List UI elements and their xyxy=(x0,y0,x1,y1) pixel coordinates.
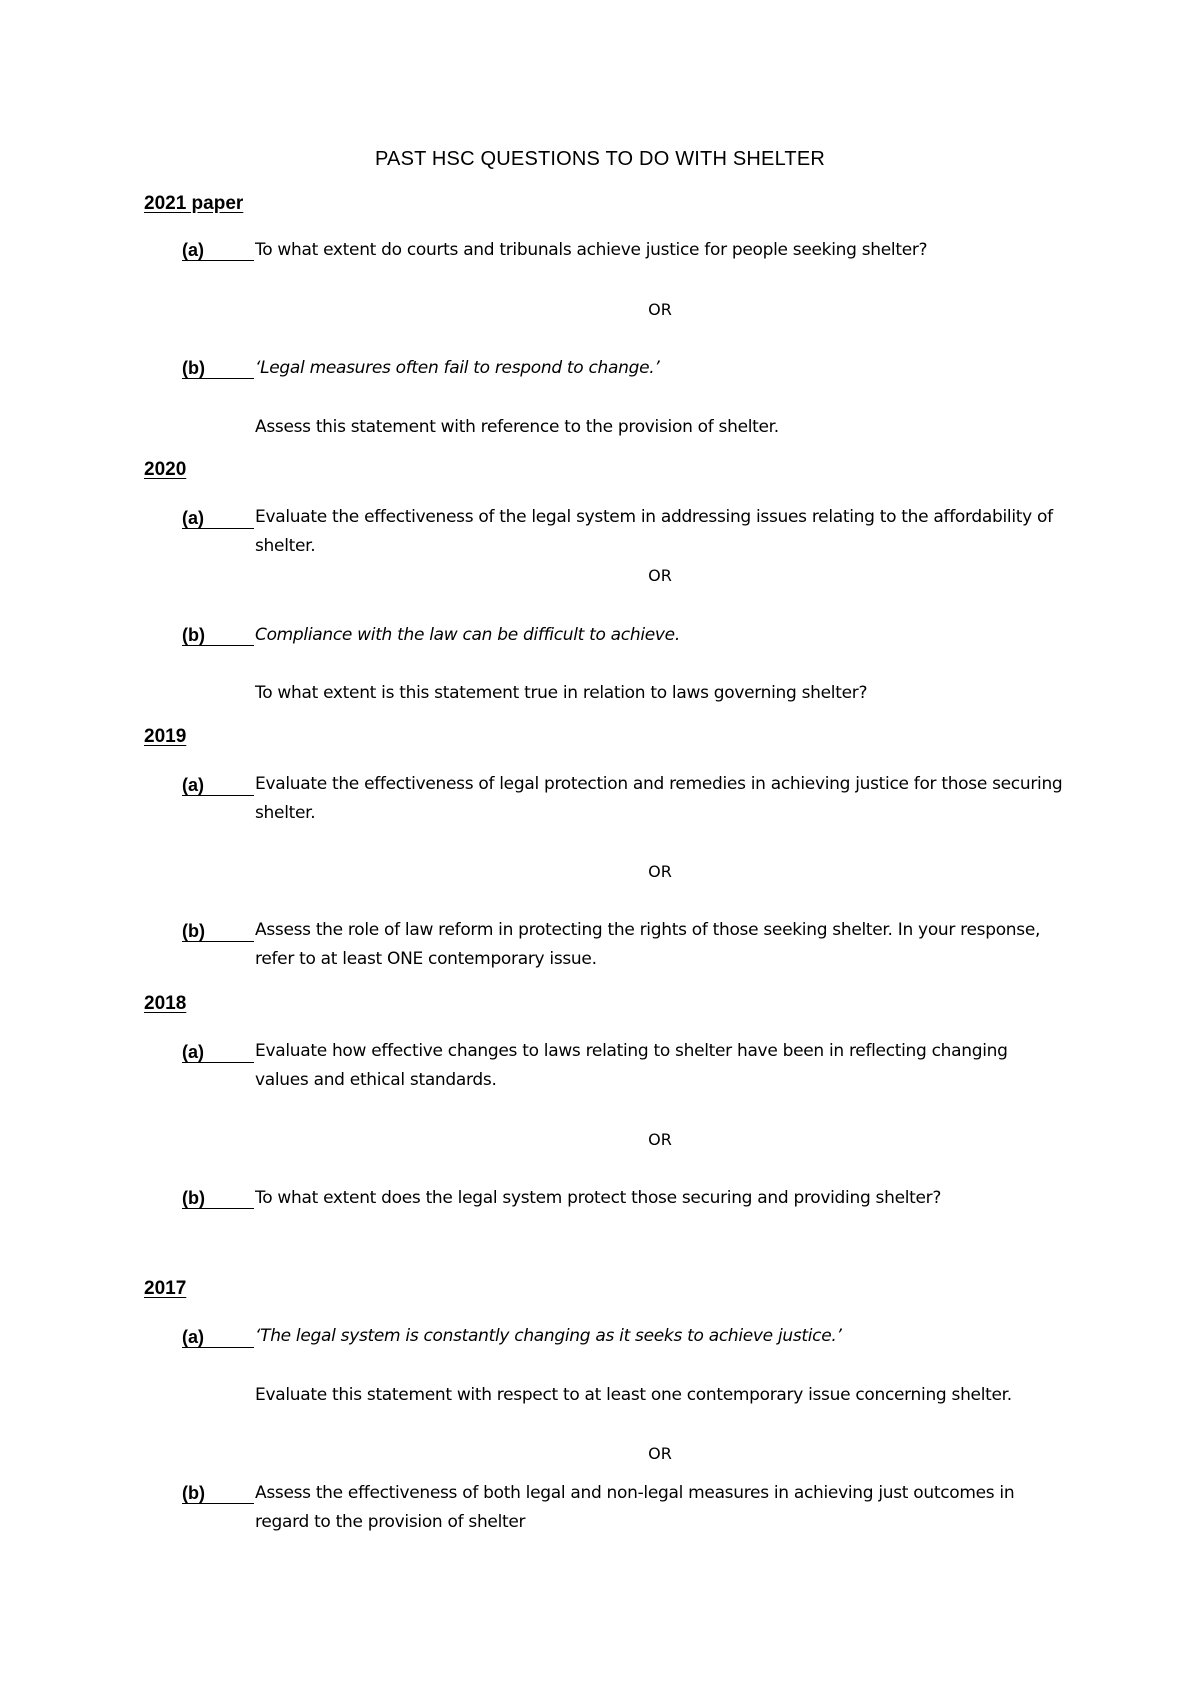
question-label-2021-a: (a) xyxy=(182,240,254,261)
question-text-2020-b: To what extent is this statement true in relation to laws governing shelter? xyxy=(255,683,868,703)
or-separator-2020: OR xyxy=(648,566,672,585)
question-text-2020-a: Evaluate the effectiveness of the legal system in addressing issues relating to the affordability of shelter. xyxy=(255,507,1053,556)
or-separator-2017: OR xyxy=(648,1444,672,1463)
question-label-2017-b: (b) xyxy=(182,1483,254,1504)
or-separator-2019: OR xyxy=(648,862,672,881)
or-separator-2018: OR xyxy=(648,1130,672,1149)
question-label-2018-a: (a) xyxy=(182,1042,254,1063)
or-separator-2021: OR xyxy=(648,300,672,319)
question-label-2019-b: (b) xyxy=(182,921,254,942)
year-heading-2020: 2020 xyxy=(144,459,187,480)
question-text-2017-b: Assess the effectiveness of both legal and non-legal measures in achieving just outcomes in regard to the provision of shelter xyxy=(255,1483,1015,1532)
question-text-2019-a: Evaluate the effectiveness of legal protection and remedies in achieving justice for those securing shelter. xyxy=(255,774,1063,823)
question-label-2021-b: (b) xyxy=(182,358,254,379)
question-text-2021-b: Assess this statement with reference to the provision of shelter. xyxy=(255,417,779,437)
year-heading-2019: 2019 xyxy=(144,726,187,747)
question-text-2021-a: To what extent do courts and tribunals achieve justice for people seeking shelter? xyxy=(255,240,928,260)
year-heading-2018: 2018 xyxy=(144,993,187,1014)
question-quote-2021-b: ‘Legal measures often fail to respond to change.’ xyxy=(255,358,660,378)
question-text-2019-b: Assess the role of law reform in protecting the rights of those seeking shelter. In your response, refer to at least ONE contemporary issue. xyxy=(255,920,1041,969)
document-title: PAST HSC QUESTIONS TO DO WITH SHELTER xyxy=(374,148,826,170)
year-heading-2017: 2017 xyxy=(144,1278,187,1299)
question-quote-2020-b: Compliance with the law can be difficult to achieve. xyxy=(255,625,680,645)
question-label-2019-a: (a) xyxy=(182,775,254,796)
question-label-2018-b: (b) xyxy=(182,1188,254,1209)
question-text-2018-b: To what extent does the legal system protect those securing and providing shelter? xyxy=(255,1188,942,1208)
question-text-2018-a: Evaluate how effective changes to laws relating to shelter have been in reflecting changing values and ethical standards. xyxy=(255,1041,1008,1090)
question-label-2020-a: (a) xyxy=(182,508,254,529)
question-quote-2017-a: ‘The legal system is constantly changing as it seeks to achieve justice.’ xyxy=(255,1326,842,1346)
question-text-2017-a: Evaluate this statement with respect to at least one contemporary issue concerning shelter. xyxy=(255,1385,1012,1405)
question-label-2020-b: (b) xyxy=(182,625,254,646)
question-label-2017-a: (a) xyxy=(182,1327,254,1348)
year-heading-2021: 2021 paper xyxy=(144,193,244,214)
